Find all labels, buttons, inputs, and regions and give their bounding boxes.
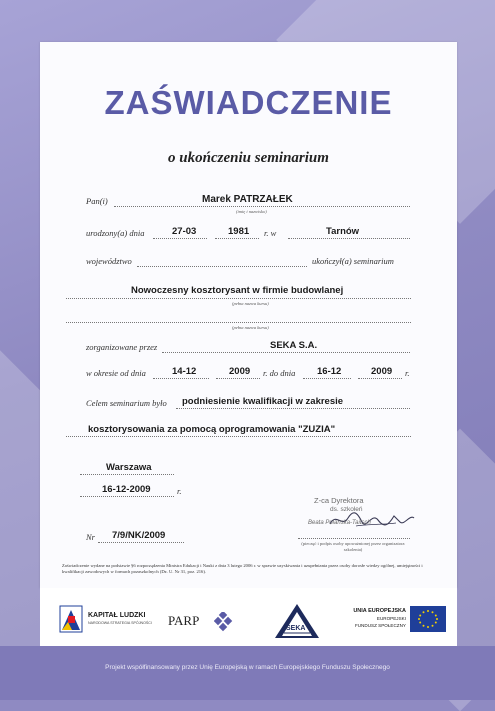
signature-hint: (pieczęć i podpis osoby upoważnionej przez organizatora szkolenia) xyxy=(301,541,405,552)
completed-label: ukończył(a) seminarium xyxy=(312,256,394,266)
kapital-ludzki-subtext: NARODOWA STRATEGIA SPÓJNOŚCI xyxy=(88,621,152,625)
date-r-label: r. xyxy=(177,486,182,496)
signature-line xyxy=(298,538,410,539)
birth-place: Tarnów xyxy=(326,226,360,237)
funding-footer: Projekt współfinansowany przez Unię Europejską w ramach Europejskiego Funduszu Społecznego xyxy=(105,664,390,671)
purpose-label: Celem seminarium było xyxy=(86,398,167,408)
seminar-line xyxy=(66,298,411,299)
from-day: 14-12 xyxy=(172,366,197,377)
seminar-hint-2: (pełna nazwa kursu) xyxy=(232,325,269,330)
document-title: ZAŚWIADCZENIE xyxy=(104,84,393,121)
name-label: Pan(i) xyxy=(86,196,108,206)
issue-place: Warszawa xyxy=(106,462,152,473)
eu-text-1: UNIA EUROPEJSKA xyxy=(353,608,406,614)
seminar-name: Nowoczesny kosztorysant w firmie budowlanej xyxy=(131,285,344,296)
date-line xyxy=(80,496,174,497)
kapital-ludzki-emblem xyxy=(58,604,84,634)
birth-year-line xyxy=(215,238,259,239)
parp-logo xyxy=(168,612,242,634)
kapital-ludzki-logo xyxy=(58,604,168,636)
stamp-line-3: Beata Polanska-Taitsch xyxy=(308,520,371,526)
purpose-line-1 xyxy=(176,408,410,409)
birth-place-line xyxy=(288,238,410,239)
document-subtitle: o ukończeniu seminarium xyxy=(168,150,329,166)
from-year: 2009 xyxy=(229,366,251,377)
to-year-line xyxy=(358,378,402,379)
issue-date: 16-12-2009 xyxy=(102,484,151,495)
birth-place-label: r. w xyxy=(264,228,277,238)
number-line xyxy=(98,542,184,543)
to-year: 2009 xyxy=(371,366,393,377)
seka-logo xyxy=(274,603,320,639)
parp-text: PARP xyxy=(168,613,200,628)
voivodeship-line xyxy=(137,266,307,267)
period-from-label: w okresie od dnia xyxy=(86,368,146,378)
place-line xyxy=(80,474,174,475)
footer-strip xyxy=(0,646,495,700)
stamp-line-1: Z-ca Dyrektora xyxy=(314,496,364,505)
from-year-line xyxy=(216,378,260,379)
organizer-label: zorganizowane przez xyxy=(86,342,158,352)
parp-emblem xyxy=(214,612,236,634)
certificate-number: 7/9/NK/2009 xyxy=(112,530,166,541)
seminar-line-2 xyxy=(66,322,411,323)
stamp-line-2: ds. szkoleń xyxy=(330,506,363,513)
birth-day-line xyxy=(153,238,207,239)
voivodeship-label: województwo xyxy=(86,256,132,266)
seminar-hint: (pełna nazwa kursu) xyxy=(232,301,269,306)
eu-text-3: FUNDUSZ SPOŁECZNY xyxy=(354,623,406,628)
from-day-line xyxy=(153,378,209,379)
participant-name: Marek PATRZAŁEK xyxy=(202,194,293,205)
seka-text: SEKA xyxy=(286,625,306,632)
to-day: 16-12 xyxy=(317,366,342,377)
number-label: Nr xyxy=(86,532,95,542)
handwritten-signature xyxy=(326,506,416,532)
legal-note: Zaświadczenie wydane na podstawie §6 rozporządzenia Ministra Edukacji i Nauki z dnia 3 lutego 2006 r. w sprawie uzyskiwania i uzupełniania przez osoby dorosłe wiedzy ogólnej, umiejętności i kwalifikacji zawodowych w formach pozaszkolnych (Dz. U. Nr 31, poz. 216). xyxy=(62,563,423,574)
to-day-line xyxy=(303,378,351,379)
purpose-text-1: podniesienie kwalifikacji w zakresie xyxy=(182,396,344,407)
name-hint: (imię i nazwisko) xyxy=(236,209,267,214)
period-r-label: r. xyxy=(405,368,410,378)
seka-emblem xyxy=(274,603,320,639)
period-to-label: r. do dnia xyxy=(263,368,296,378)
purpose-text-2: kosztorysowania za pomocą oprogramowania "ZUZIA" xyxy=(88,424,336,435)
purpose-line-2 xyxy=(66,436,411,437)
organizer-name: SEKA S.A. xyxy=(270,340,318,351)
eu-flag-icon xyxy=(410,606,446,632)
eu-text-2: EUROPEJSKI xyxy=(376,616,406,621)
birth-year: 1981 xyxy=(228,226,250,237)
kapital-ludzki-text: KAPITAŁ LUDZKI xyxy=(88,612,146,619)
birth-day: 27-03 xyxy=(172,226,197,237)
name-line xyxy=(114,206,410,207)
eu-logo xyxy=(342,606,446,638)
organizer-line xyxy=(162,352,410,353)
birth-date-label: urodzony(a) dnia xyxy=(86,228,145,238)
